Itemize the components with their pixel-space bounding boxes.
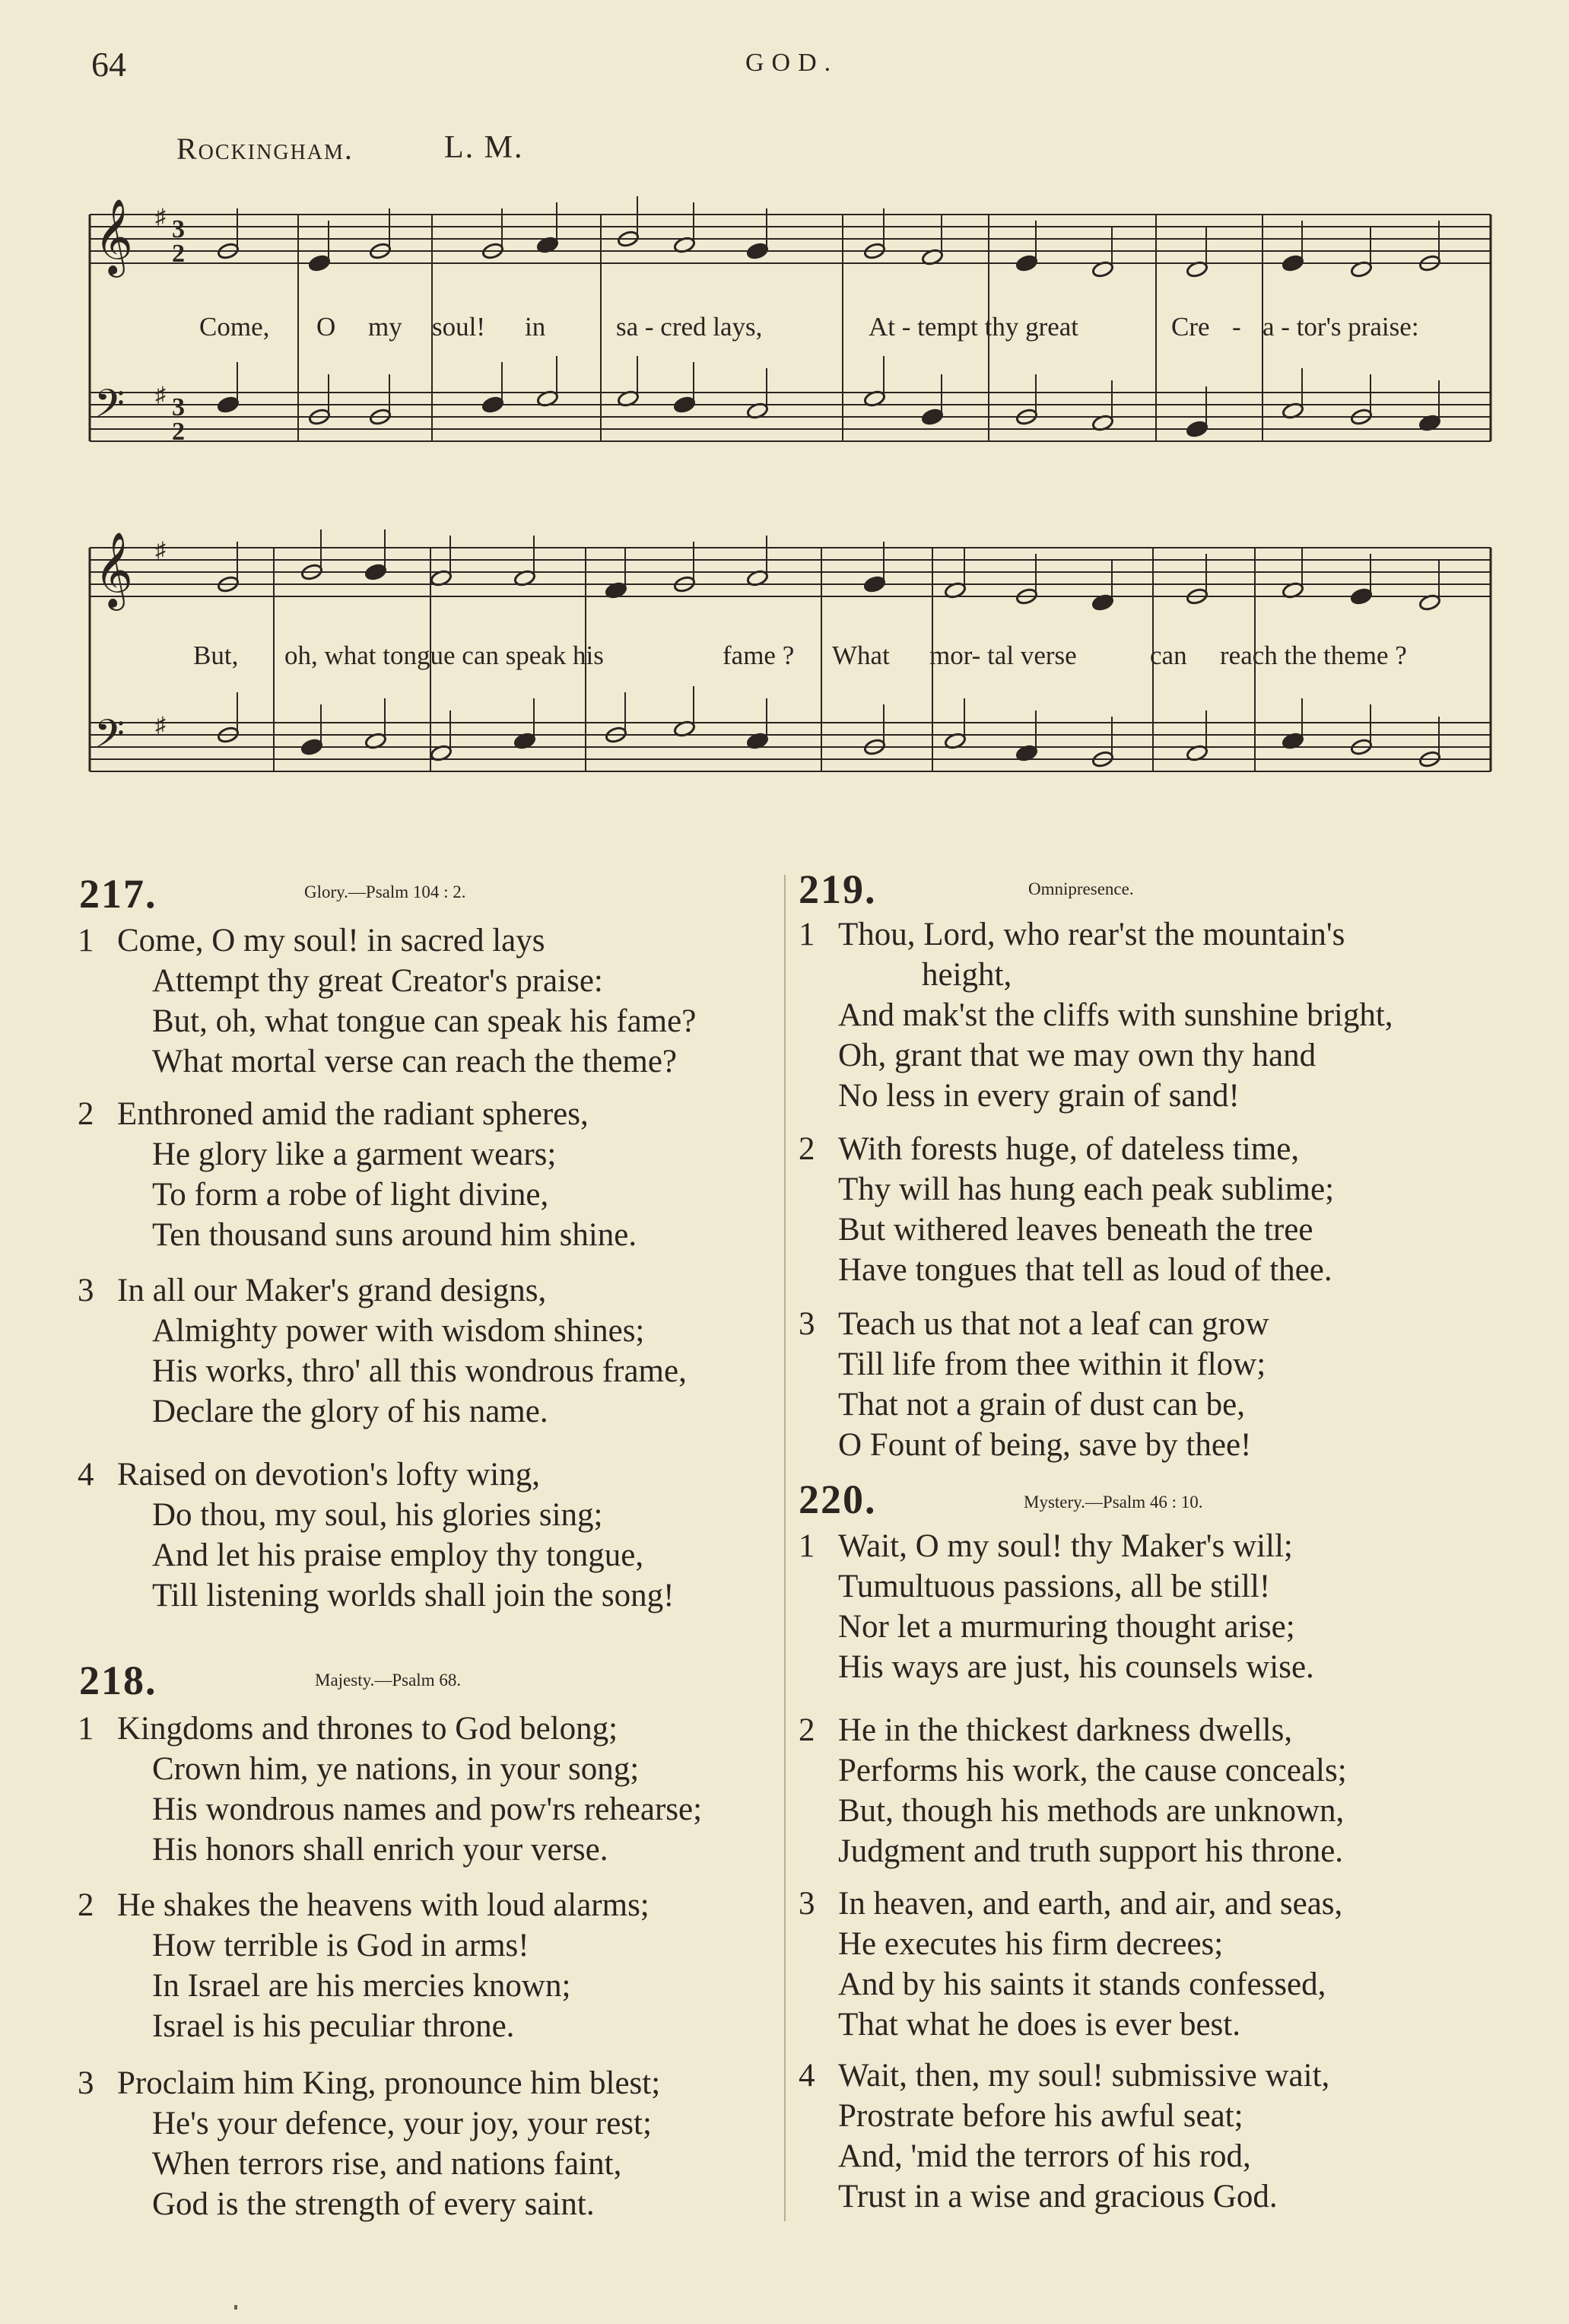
stanza <box>799 1884 1343 2045</box>
lyric-syllable: oh, what tongue can speak his <box>284 641 604 670</box>
stanza <box>78 1709 703 1870</box>
stanza-number: 4 <box>799 2058 815 2094</box>
bass-clef-icon: 𝄢 <box>94 380 125 436</box>
stanza <box>78 1885 650 2046</box>
lyric-syllable: - <box>1232 312 1241 342</box>
stanza-number: 1 <box>799 917 815 952</box>
note-head <box>673 396 696 414</box>
lyric-syllable: fame ? <box>723 641 795 670</box>
stanza <box>799 914 1393 1116</box>
verse-line: His works, thro' all this wondrous frame, <box>152 1353 687 1389</box>
note-head <box>1350 587 1373 606</box>
verse-line: No less in every grain of sand! <box>838 1078 1240 1114</box>
verse-line: Tumultuous passions, all be still! <box>838 1569 1271 1604</box>
note-head <box>746 242 769 260</box>
verse-line: But, though his methods are unknown, <box>838 1793 1345 1829</box>
lyric-syllable: in <box>525 312 546 342</box>
lyric-syllable: At - tempt thy great <box>869 312 1079 342</box>
verse-line: Do thou, my soul, his glories sing; <box>152 1497 603 1533</box>
note-head <box>364 563 387 581</box>
verse-line: Teach us that not a leaf can grow <box>838 1306 1269 1342</box>
hymn-title: Mystery.—Psalm 46 : 10. <box>1024 1493 1203 1512</box>
verse-line: He's your defence, your joy, your rest; <box>152 2106 652 2141</box>
lyric-syllable: reach the theme ? <box>1220 641 1407 670</box>
key-signature-sharp: ♯ <box>155 205 166 229</box>
tune-name: Rockingham. <box>176 132 354 166</box>
verse-line: But, oh, what tongue can speak his fame? <box>152 1003 697 1039</box>
verse-line: With forests huge, of dateless time, <box>838 1131 1300 1167</box>
verse-line: Trust in a wise and gracious God. <box>838 2179 1278 2214</box>
column-divider <box>784 875 786 2221</box>
verse-line: Kingdoms and thrones to God belong; <box>117 1711 618 1747</box>
verse-line: Thy will has hung each peak sublime; <box>838 1172 1335 1207</box>
lyric-syllable: Come, <box>199 312 270 342</box>
verse-line: Wait, O my soul! thy Maker's will; <box>838 1528 1293 1564</box>
stanza <box>799 1710 1347 1871</box>
verse-line: His honors shall enrich your verse. <box>152 1832 608 1868</box>
verse-line: Come, O my soul! in sacred lays <box>117 923 545 959</box>
stanza-number: 3 <box>799 1886 815 1922</box>
hymn-number: 218. <box>79 1658 157 1703</box>
print-speck <box>234 2305 237 2310</box>
stanza-number: 2 <box>799 1131 815 1167</box>
verse-line: His ways are just, his counsels wise. <box>838 1649 1314 1685</box>
time-signature-numerator: 3 <box>172 215 185 243</box>
stanza <box>78 1094 637 1255</box>
note-head <box>300 738 323 756</box>
lyric-syllable: But, <box>193 641 239 670</box>
verse-line: Till life from thee within it flow; <box>838 1346 1266 1382</box>
verse-line: Wait, then, my soul! submissive wait, <box>838 2058 1330 2094</box>
verse-line: Israel is his peculiar throne. <box>152 2008 515 2044</box>
lyric-syllable: soul! <box>432 312 485 342</box>
stanza <box>78 920 697 1082</box>
verse-line: In Israel are his mercies known; <box>152 1968 571 2004</box>
note-head <box>481 396 504 414</box>
lyric-syllable: my <box>368 312 402 342</box>
lyric-syllable: O <box>316 312 336 342</box>
note-head <box>1282 254 1304 272</box>
verse-line: Crown him, ye nations, in your song; <box>152 1751 640 1787</box>
verse-line: Prostrate before his awful seat; <box>838 2098 1243 2134</box>
key-signature-sharp: ♯ <box>155 714 166 737</box>
lyric-syllable: a - tor's praise: <box>1263 312 1419 342</box>
hymn-number: 219. <box>799 866 877 912</box>
verse-line: Raised on devotion's lofty wing, <box>117 1457 540 1493</box>
stanza-number: 1 <box>78 923 94 959</box>
verse-line: Nor let a murmuring thought arise; <box>838 1609 1295 1645</box>
stanza-number: 2 <box>78 1096 94 1132</box>
key-signature-sharp: ♯ <box>155 383 166 407</box>
verse-line: That what he does is ever best. <box>838 2007 1240 2043</box>
time-signature-numerator: 3 <box>172 393 185 421</box>
verse-line: height, <box>922 957 1012 993</box>
treble-clef-icon: 𝄞 <box>94 532 133 608</box>
key-signature-sharp: ♯ <box>155 539 166 562</box>
page-number: 64 <box>91 45 126 84</box>
stanza-number: 1 <box>799 1528 815 1564</box>
time-signature-denominator: 2 <box>172 240 185 268</box>
verse-line: Enthroned amid the radiant spheres, <box>117 1096 589 1132</box>
stanza <box>78 1454 675 1616</box>
verse-line: How terrible is God in arms! <box>152 1928 529 1963</box>
running-head: GOD. <box>745 49 839 77</box>
verse-line: That not a grain of dust can be, <box>838 1387 1245 1423</box>
verse-line: In all our Maker's grand designs, <box>117 1273 547 1308</box>
lyric-syllable: What <box>832 641 890 670</box>
hymn-number: 220. <box>799 1477 877 1522</box>
verse-line: Have tongues that tell as loud of thee. <box>838 1252 1332 1288</box>
tune-meter: L. M. <box>444 130 524 165</box>
note-head <box>1186 420 1209 438</box>
verse-line: O Fount of being, save by thee! <box>838 1427 1252 1463</box>
stanza-number: 3 <box>78 1273 94 1308</box>
stanza <box>799 1526 1314 1687</box>
verse-line: Performs his work, the cause conceals; <box>838 1753 1347 1788</box>
stanza <box>78 1270 687 1432</box>
stanza-number: 2 <box>78 1887 94 1923</box>
verse-line: And mak'st the cliffs with sunshine bright, <box>838 997 1393 1033</box>
stanza-number: 3 <box>78 2065 94 2101</box>
treble-clef-icon: 𝄞 <box>94 199 133 275</box>
note-head <box>863 575 886 593</box>
verse-line: Attempt thy great Creator's praise: <box>152 963 603 999</box>
verse-line: Ten thousand suns around him shine. <box>152 1217 637 1253</box>
hymn-title: Majesty.—Psalm 68. <box>315 1671 462 1690</box>
verse-line: And, 'mid the terrors of his rod, <box>838 2138 1251 2174</box>
verse-line: He shakes the heavens with loud alarms; <box>117 1887 650 1923</box>
verse-line: Thou, Lord, who rear'st the mountain's <box>838 917 1345 952</box>
verse-line: He in the thickest darkness dwells, <box>838 1712 1293 1748</box>
verse-line: God is the strength of every saint. <box>152 2186 595 2222</box>
note-head <box>921 408 944 426</box>
stanza-number: 1 <box>78 1711 94 1747</box>
verse-line: Almighty power with wisdom shines; <box>152 1313 645 1349</box>
stanza <box>78 2063 661 2224</box>
lyric-syllable: Cre <box>1171 312 1210 342</box>
verse-line: He glory like a garment wears; <box>152 1137 557 1172</box>
verse-line: Till listening worlds shall join the song! <box>152 1578 675 1613</box>
verse-line: Declare the glory of his name. <box>152 1394 548 1429</box>
stanza-number: 3 <box>799 1306 815 1342</box>
stanza-number: 2 <box>799 1712 815 1748</box>
hymn-title: Glory.—Psalm 104 : 2. <box>304 882 466 901</box>
verse-line: What mortal verse can reach the theme? <box>152 1044 678 1079</box>
lyric-syllable: can <box>1150 641 1187 670</box>
lyric-syllable: sa - cred lays, <box>616 312 763 342</box>
verse-line: When terrors rise, and nations faint, <box>152 2146 622 2182</box>
music-score <box>0 0 1569 822</box>
note-head <box>308 254 331 272</box>
stanza-number: 4 <box>78 1457 94 1493</box>
hymn-number: 217. <box>79 871 157 917</box>
verse-line: In heaven, and earth, and air, and seas, <box>838 1886 1343 1922</box>
verse-line: And by his saints it stands confessed, <box>838 1966 1326 2002</box>
bass-clef-icon: 𝄢 <box>94 711 125 766</box>
stanza <box>799 2055 1330 2217</box>
hymn-title: Omnipresence. <box>1028 879 1134 898</box>
time-signature-denominator: 2 <box>172 418 185 446</box>
verse-line: And let his praise employ thy tongue, <box>152 1537 644 1573</box>
note-head <box>217 396 240 414</box>
verse-line: But withered leaves beneath the tree <box>838 1212 1313 1248</box>
verse-line: To form a robe of light divine, <box>152 1177 549 1213</box>
stanza <box>799 1304 1269 1465</box>
verse-line: Judgment and truth support his throne. <box>838 1833 1344 1869</box>
verse-line: Proclaim him King, pronounce him blest; <box>117 2065 661 2101</box>
verse-line: Oh, grant that we may own thy hand <box>838 1038 1316 1073</box>
stanza <box>799 1129 1335 1290</box>
verse-line: He executes his firm decrees; <box>838 1926 1224 1962</box>
verse-line: His wondrous names and pow'rs rehearse; <box>152 1791 703 1827</box>
lyric-syllable: mor- tal verse <box>929 641 1077 670</box>
note-head <box>1015 254 1038 272</box>
